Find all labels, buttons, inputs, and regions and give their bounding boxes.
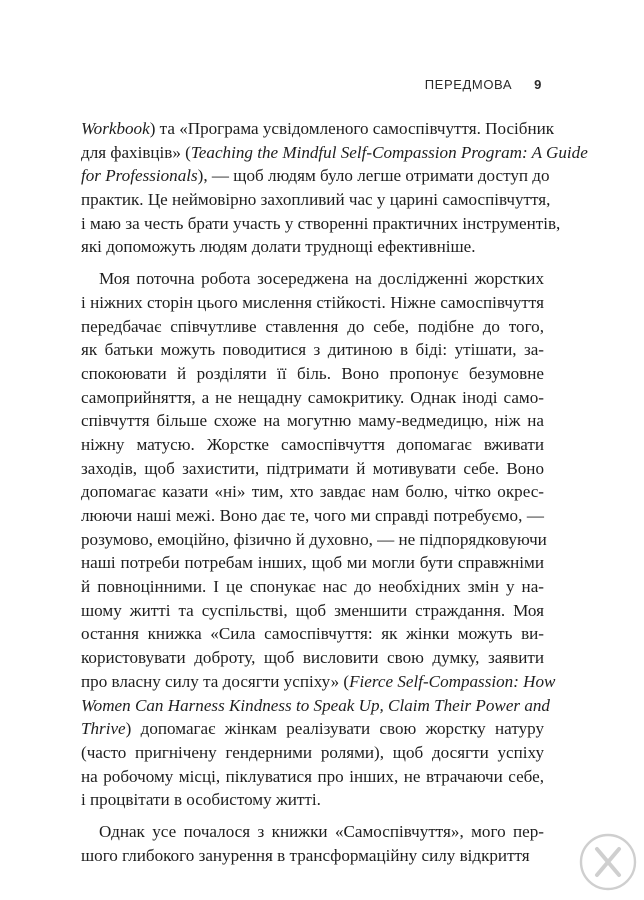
italic-run: for Professionals — [81, 166, 198, 186]
text-line — [81, 188, 551, 212]
text-run: і процвітати в особистому житті. — [81, 790, 321, 810]
text-run: допомагає казати «ні» тим, хто завдає нам болю, чітко окрес- — [81, 482, 544, 502]
page-number: 9 — [534, 77, 542, 92]
text-run: передбачає співчутливе ставлення до себе, подібне до того, — [81, 316, 544, 336]
text-run: шого глибокого занурення в трансформаційну силу відкриття — [81, 845, 530, 865]
text-line — [81, 164, 550, 188]
paragraph — [81, 117, 588, 259]
text-run: розумово, емоційно, фізично й духовно, — не підпорядковуючи — [81, 529, 547, 549]
text-run: ) допомагає жінкам реалізувати свою жорстку натуру — [125, 719, 544, 739]
text-line — [81, 575, 544, 599]
text-line — [81, 528, 547, 552]
text-run: Моя поточна робота зосереджена на дослідженні жорстких — [99, 269, 544, 289]
text-run: співчуття більше схоже на могутню маму-ведмедицю, ніж на — [81, 411, 544, 431]
text-run: про власну силу та досягти успіху» ( — [81, 671, 350, 691]
text-line — [81, 788, 544, 812]
text-line — [81, 117, 555, 141]
text-line — [81, 504, 544, 528]
text-run: ), — щоб людям було легше отримати доступ до — [197, 166, 550, 186]
text-run: Однак усе почалося з книжки «Самоспівчуття», мого пер- — [99, 821, 544, 841]
italic-run: Workbook — [81, 119, 150, 138]
text-line — [81, 212, 561, 236]
text-run: остання книжка «Сила самоспівчуття: як жінки можуть ви- — [81, 624, 544, 644]
text-line — [81, 694, 550, 718]
text-run: спокоювати й розділяти її біль. Воно пропонує безумовне — [81, 363, 544, 383]
paragraph — [81, 267, 556, 812]
text-line — [81, 267, 544, 291]
x-circle-watermark-icon — [578, 832, 638, 892]
text-line — [81, 551, 544, 575]
text-line — [81, 141, 588, 165]
text-run: користовувати доброту, щоб висловити свою думку, заявити — [81, 648, 544, 668]
text-line — [81, 741, 544, 765]
text-line — [81, 457, 544, 481]
text-run: наші потреби потребам інших, щоб ми могли бути справжніми — [81, 553, 544, 573]
text-run: для фахівців» ( — [81, 142, 191, 162]
section-title: ПЕРЕДМОВА — [424, 77, 513, 92]
text-line — [81, 820, 544, 844]
text-line — [81, 844, 544, 868]
paragraph — [81, 820, 544, 867]
text-line — [81, 765, 544, 789]
text-line — [81, 717, 544, 741]
text-run: шому житті та суспільстві, щоб зменшити страждання. Моя — [81, 600, 544, 620]
text-run: ніжну матусю. Жорстке самоспівчуття допомагає вживати — [81, 434, 544, 454]
text-run: й повноцінними. І це спонукає нас до необхідних змін у на- — [81, 577, 544, 597]
text-line — [81, 599, 544, 623]
text-run: які допоможуть людям долати труднощі ефективніше. — [81, 237, 476, 257]
text-line — [81, 480, 544, 504]
text-run: і маю за честь брати участь у створенні практичних інструментів, — [81, 213, 561, 233]
text-line — [81, 291, 544, 315]
running-head — [425, 77, 542, 92]
text-line — [81, 433, 544, 457]
text-line — [81, 338, 544, 362]
text-run: (часто пригнічену гендерними ролями), щоб досягти успіху — [81, 742, 544, 762]
text-line — [81, 315, 544, 339]
text-run: і ніжних сторін цього мислення стійкості. Ніжне самоспівчуття — [81, 292, 544, 312]
text-line — [81, 235, 544, 259]
text-run: люючи наші межі. Воно дає те, чого ми справді потребуємо, — — [81, 506, 544, 525]
italic-run: Women Can Harness Kindness to Speak Up, Claim Their Power and — [81, 695, 550, 715]
text-line — [81, 670, 556, 694]
italic-run: Thrive — [81, 719, 126, 739]
text-run: самоприйняття, а не нещадну самокритику. Однак іноді само- — [81, 387, 544, 407]
text-line — [81, 362, 544, 386]
text-line — [81, 386, 544, 410]
italic-run: Fierce Self-Compassion: How — [349, 671, 556, 691]
text-run: як батьки можуть поводитися з дитиною в біді: утішати, за- — [81, 340, 544, 360]
text-line — [81, 409, 544, 433]
text-line — [81, 646, 544, 670]
text-run: ) та «Програма усвідомленого самоспівчуття. Посібник — [149, 119, 555, 138]
italic-run: Teaching the Mindful Self-Compassion Program: A Guide — [190, 142, 588, 162]
text-run: заходів, щоб захистити, підтримати й мотивувати себе. Воно — [81, 458, 544, 478]
text-run: на робочому місці, піклуватися про інших, не втрачаючи себе, — [81, 766, 544, 786]
body-text — [81, 117, 588, 867]
text-run: практик. Це неймовірно захопливий час у царині самоспівчуття, — [81, 190, 551, 210]
text-line — [81, 622, 544, 646]
